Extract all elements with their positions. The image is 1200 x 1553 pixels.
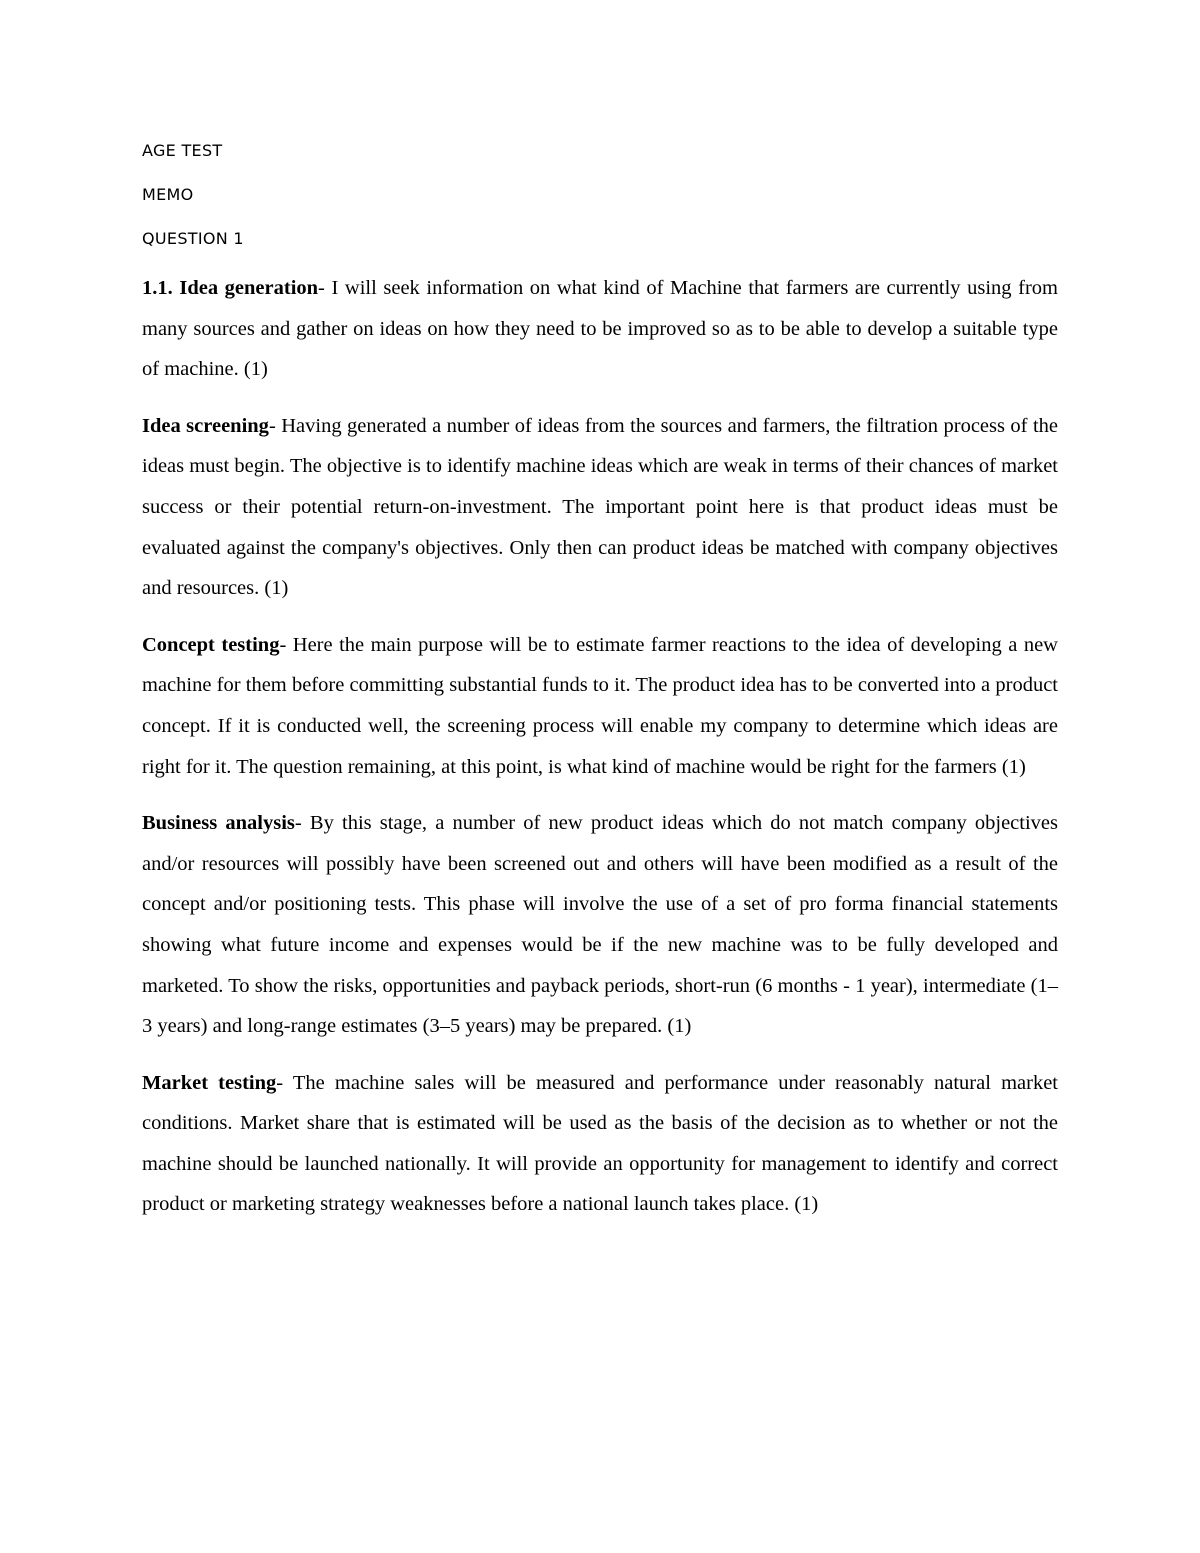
section-term: Market testing (142, 1071, 277, 1094)
section-concept-testing (142, 625, 1058, 787)
section-term: 1.1. Idea generation (142, 277, 319, 299)
document-subtitle: MEMO (142, 185, 194, 204)
section-idea-screening (142, 406, 1058, 609)
section-idea-generation (142, 268, 1058, 390)
section-text: - The machine sales will be measured and performance under reasonably natural market conditions. Market share that is estimated will be used as the basis of the decision as to whether or not the machine should be launched nationally. It will provide an opportunity for management to identify and correct product or marketing strategy weaknesses before a national launch takes place. (1) (142, 1071, 1058, 1216)
section-term: Concept testing (142, 633, 280, 656)
document-title: AGE TEST (142, 141, 223, 160)
section-text: - Here the main purpose will be to estimate farmer reactions to the idea of developing a new machine for them before committing substantial funds to it. The product idea has to be converted into a product concept. If it is conducted well, the screening process will enable my company to determine which ideas are right for it. The question remaining, at this point, is what kind of machine would be right for the farmers (1) (142, 633, 1058, 778)
section-text: - Having generated a number of ideas from the sources and farmers, the filtration process of the ideas must begin. The objective is to identify machine ideas which are weak in terms of their chances of market success or their potential return-on-investment. The important point here is that product ideas must be evaluated against the company's objectives. Only then can product ideas be matched with company objectives and resources. (1) (142, 414, 1058, 600)
section-text: - By this stage, a number of new product ideas which do not match company objectives and/or resources will possibly have been screened out and others will have been modified as a result of the concept and/or positioning tests. This phase will involve the use of a set of pro forma financial statements showing what future income and expenses would be if the new machine was to be fully developed and marketed. To show the risks, opportunities and payback periods, short-run (6 months - 1 year), intermediate (1–3 years) and long-range estimates (3–5 years) may be prepared. (1) (142, 812, 1059, 1038)
section-market-testing (142, 1063, 1058, 1225)
question-heading: QUESTION 1 (142, 229, 244, 248)
section-term: Business analysis (142, 812, 295, 835)
document-body (142, 140, 1058, 1241)
section-business-analysis (142, 803, 1058, 1047)
section-text: - I will seek information on what kind of Machine that farmers are currently using from many sources and gather on ideas on how they need to be improved so as to be able to develop a suitable type of machine. (1) (142, 277, 1058, 381)
section-term: Idea screening (142, 414, 269, 437)
